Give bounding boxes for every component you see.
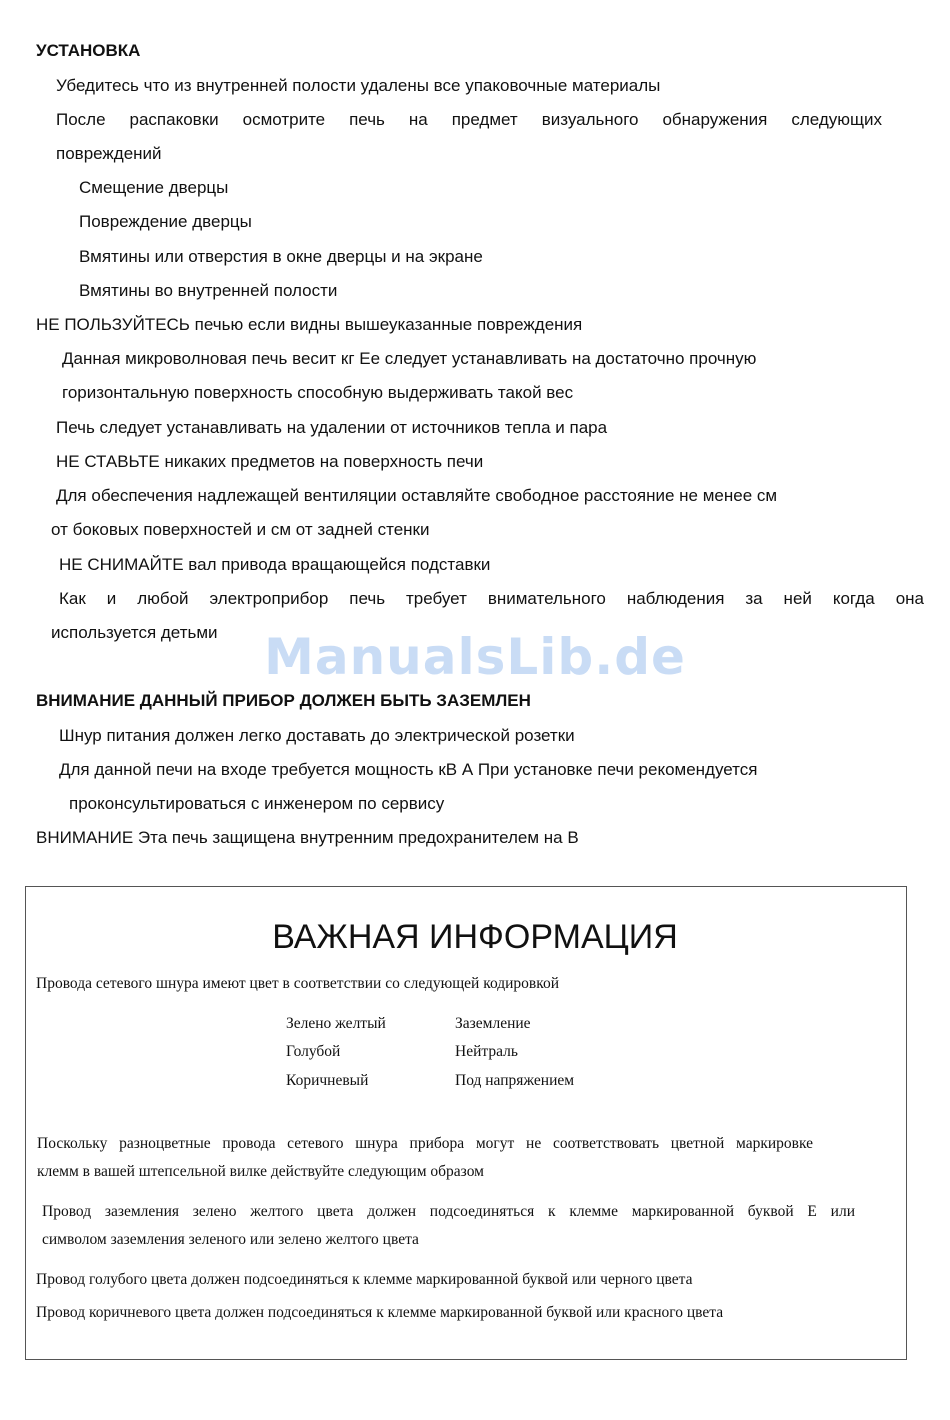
- instruction-line: горизонтальную поверхность способную выдерживать такой вес: [62, 383, 574, 402]
- info-line: символом заземления зеленого или зелено желтого цвета: [42, 1231, 419, 1248]
- wire-meaning: Заземление: [455, 1015, 531, 1032]
- wire-color: Коричневый: [286, 1072, 369, 1089]
- instruction-line: повреждений: [56, 144, 162, 163]
- warning-line: НЕ СНИМАЙТЕ вал привода вращающейся подставки: [59, 555, 491, 574]
- damage-item: Вмятины или отверстия в окне дверцы и на экране: [79, 247, 483, 266]
- warning-line: НЕ ПОЛЬЗУЙТЕСЬ печью если видны вышеуказанные повреждения: [36, 315, 583, 334]
- instruction-line: Как и любой электроприбор печь требует внимательного наблюдения за ней когда она: [59, 589, 924, 608]
- info-line: Провод коричневого цвета должен подсоединяться к клемме маркированной буквой или красного цвета: [36, 1304, 724, 1321]
- damage-item: Смещение дверцы: [79, 178, 229, 197]
- watermark: ManualsLib.de: [264, 628, 686, 686]
- installation-heading: УСТАНОВКА: [36, 41, 141, 60]
- instruction-line: проконсультироваться с инженером по сервису: [69, 794, 445, 813]
- wire-meaning: Под напряжением: [455, 1072, 575, 1089]
- warning-line: НЕ СТАВЬТЕ никаких предметов на поверхность печи: [56, 452, 484, 471]
- damage-item: Вмятины во внутренней полости: [79, 281, 338, 300]
- wire-intro: Провода сетевого шнура имеют цвет в соответствии со следующей кодировкой: [36, 975, 560, 992]
- wire-color: Зелено желтый: [286, 1015, 386, 1032]
- instruction-line: После распаковки осмотрите печь на предмет визуального обнаружения следующих: [56, 110, 882, 129]
- info-line: Поскольку разноцветные провода сетевого шнура прибора могут не соответствовать цветной маркировке: [37, 1135, 813, 1152]
- instruction-line: Печь следует устанавливать на удалении от источников тепла и пара: [56, 418, 608, 437]
- instruction-line: от боковых поверхностей и см от задней стенки: [51, 520, 430, 539]
- instruction-line: используется детьми: [51, 623, 218, 642]
- instruction-line: Убедитесь что из внутренней полости удалены все упаковочные материалы: [56, 76, 661, 95]
- important-info-title: ВАЖНАЯ ИНФОРМАЦИЯ: [272, 918, 678, 956]
- instruction-line: Для данной печи на входе требуется мощность кВ А При установке печи рекомендуется: [59, 760, 758, 779]
- fuse-warning: ВНИМАНИЕ Эта печь защищена внутренним предохранителем на В: [36, 828, 579, 847]
- wire-color: Голубой: [286, 1043, 341, 1060]
- info-line: Провод заземления зелено желтого цвета должен подсоединяться к клемме маркированной буквой Е или: [42, 1203, 855, 1220]
- damage-item: Повреждение дверцы: [79, 212, 252, 231]
- info-line: клемм в вашей штепсельной вилке действуйте следующим образом: [37, 1163, 484, 1180]
- instruction-line: Шнур питания должен легко доставать до электрической розетки: [59, 726, 575, 745]
- instruction-line: Данная микроволновая печь весит кг Ее следует устанавливать на достаточно прочную: [62, 349, 757, 368]
- info-line: Провод голубого цвета должен подсоединяться к клемме маркированной буквой или черного цвета: [36, 1271, 693, 1288]
- instruction-line: Для обеспечения надлежащей вентиляции оставляйте свободное расстояние не менее см: [56, 486, 778, 505]
- grounding-heading: ВНИМАНИЕ ДАННЫЙ ПРИБОР ДОЛЖЕН БЫТЬ ЗАЗЕМЛЕН: [36, 691, 531, 710]
- wire-meaning: Нейтраль: [455, 1043, 518, 1060]
